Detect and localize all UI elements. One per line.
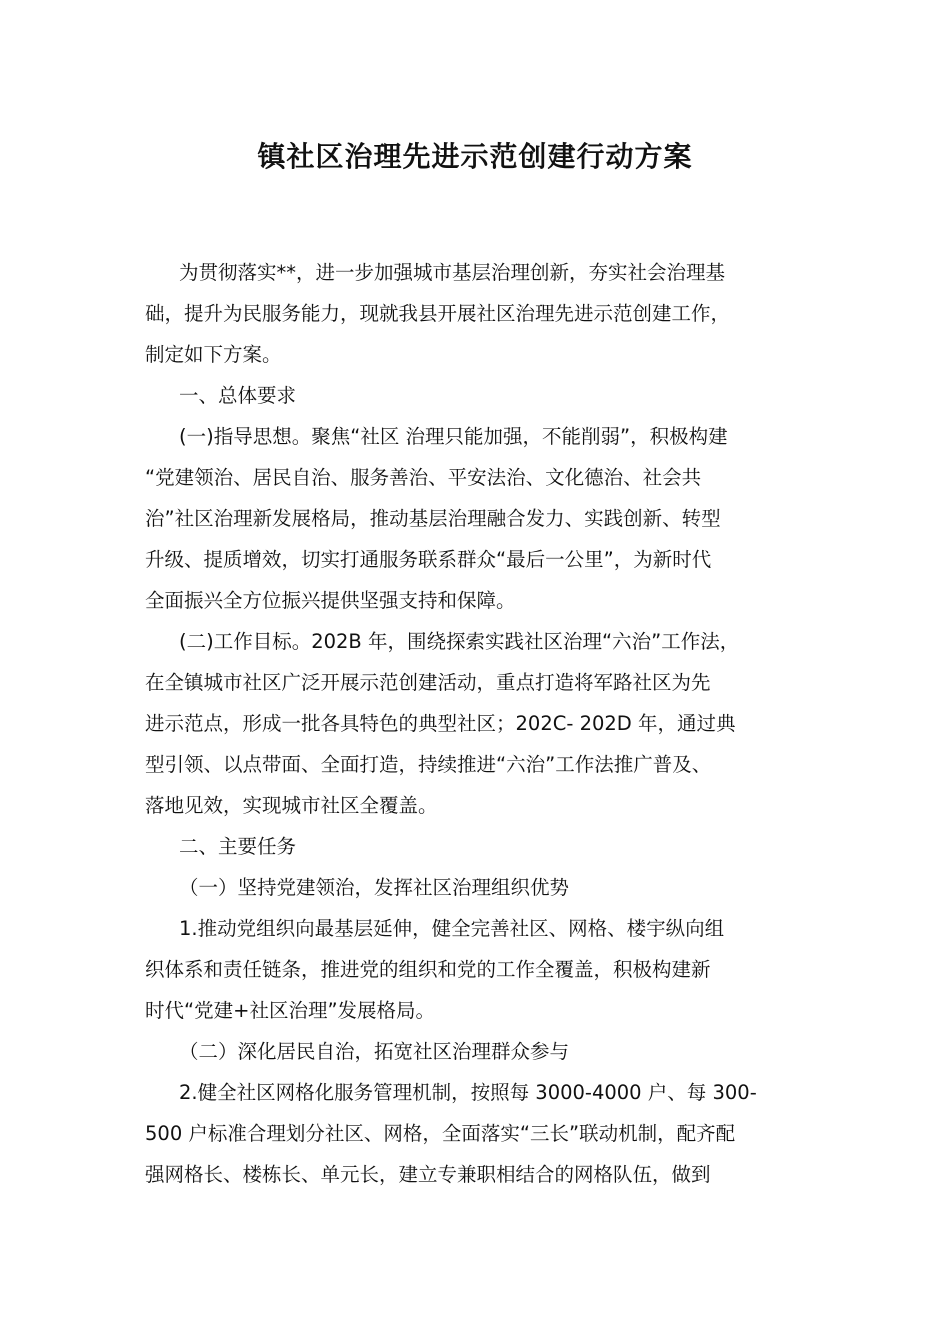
body-line: 2.健全社区网格化服务管理机制，按照每 3000-4000 户、每 300- — [179, 1081, 757, 1104]
body-line: 制定如下方案。 — [145, 343, 282, 366]
body-line: 二、主要任务 — [179, 835, 297, 858]
body-line: 强网格长、楼栋长、单元长，建立专兼职相结合的网格队伍，做到 — [145, 1163, 711, 1186]
body-line: 在全镇城市社区广泛开展示范创建活动，重点打造将军路社区为先 — [145, 671, 711, 694]
body-line: 500 户标准合理划分社区、网格，全面落实“三长”联动机制，配齐配 — [145, 1122, 736, 1145]
body-line: 础，提升为民服务能力，现就我县开展社区治理先进示范创建工作， — [145, 302, 731, 325]
body-line: 进示范点，形成一批各具特色的典型社区；202C- 202D 年，通过典 — [145, 712, 736, 735]
body-line: （二）深化居民自治，拓宽社区治理群众参与 — [179, 1040, 570, 1063]
body-line: (二)工作目标。202B 年，围绕探索实践社区治理“六治”工作法， — [179, 630, 740, 653]
body-line: 全面振兴全方位振兴提供坚强支持和保障。 — [145, 589, 516, 612]
body-line: 1.推动党组织向最基层延伸，健全完善社区、网格、楼宇纵向组 — [179, 917, 725, 940]
body-line: 型引领、以点带面、全面打造，持续推进“六治”工作法推广普及、 — [145, 753, 712, 776]
document-body — [145, 252, 810, 1195]
body-line: 为贯彻落实**，进一步加强城市基层治理创新，夯实社会治理基 — [179, 261, 726, 284]
body-line: 一、总体要求 — [179, 384, 297, 407]
body-line: 落地见效，实现城市社区全覆盖。 — [145, 794, 438, 817]
body-line: （一）坚持党建领治，发挥社区治理组织优势 — [179, 876, 570, 899]
body-line: “党建领治、居民自治、服务善治、平安法治、文化德治、社会共 — [145, 466, 702, 489]
document-title: 镇社区治理先进示范创建行动方案 — [257, 140, 693, 173]
body-line: (一)指导思想。聚焦“社区 治理只能加强，不能削弱”，积极构建 — [179, 425, 728, 448]
body-line: 治”社区治理新发展格局，推动基层治理融合发力、实践创新、转型 — [145, 507, 721, 530]
body-line: 织体系和责任链条，推进党的组织和党的工作全覆盖，积极构建新 — [145, 958, 711, 981]
body-line: 时代“党建+社区治理”发展格局。 — [145, 999, 436, 1022]
body-line: 升级、提质增效，切实打通服务联系群众“最后一公里”，为新时代 — [145, 548, 712, 571]
